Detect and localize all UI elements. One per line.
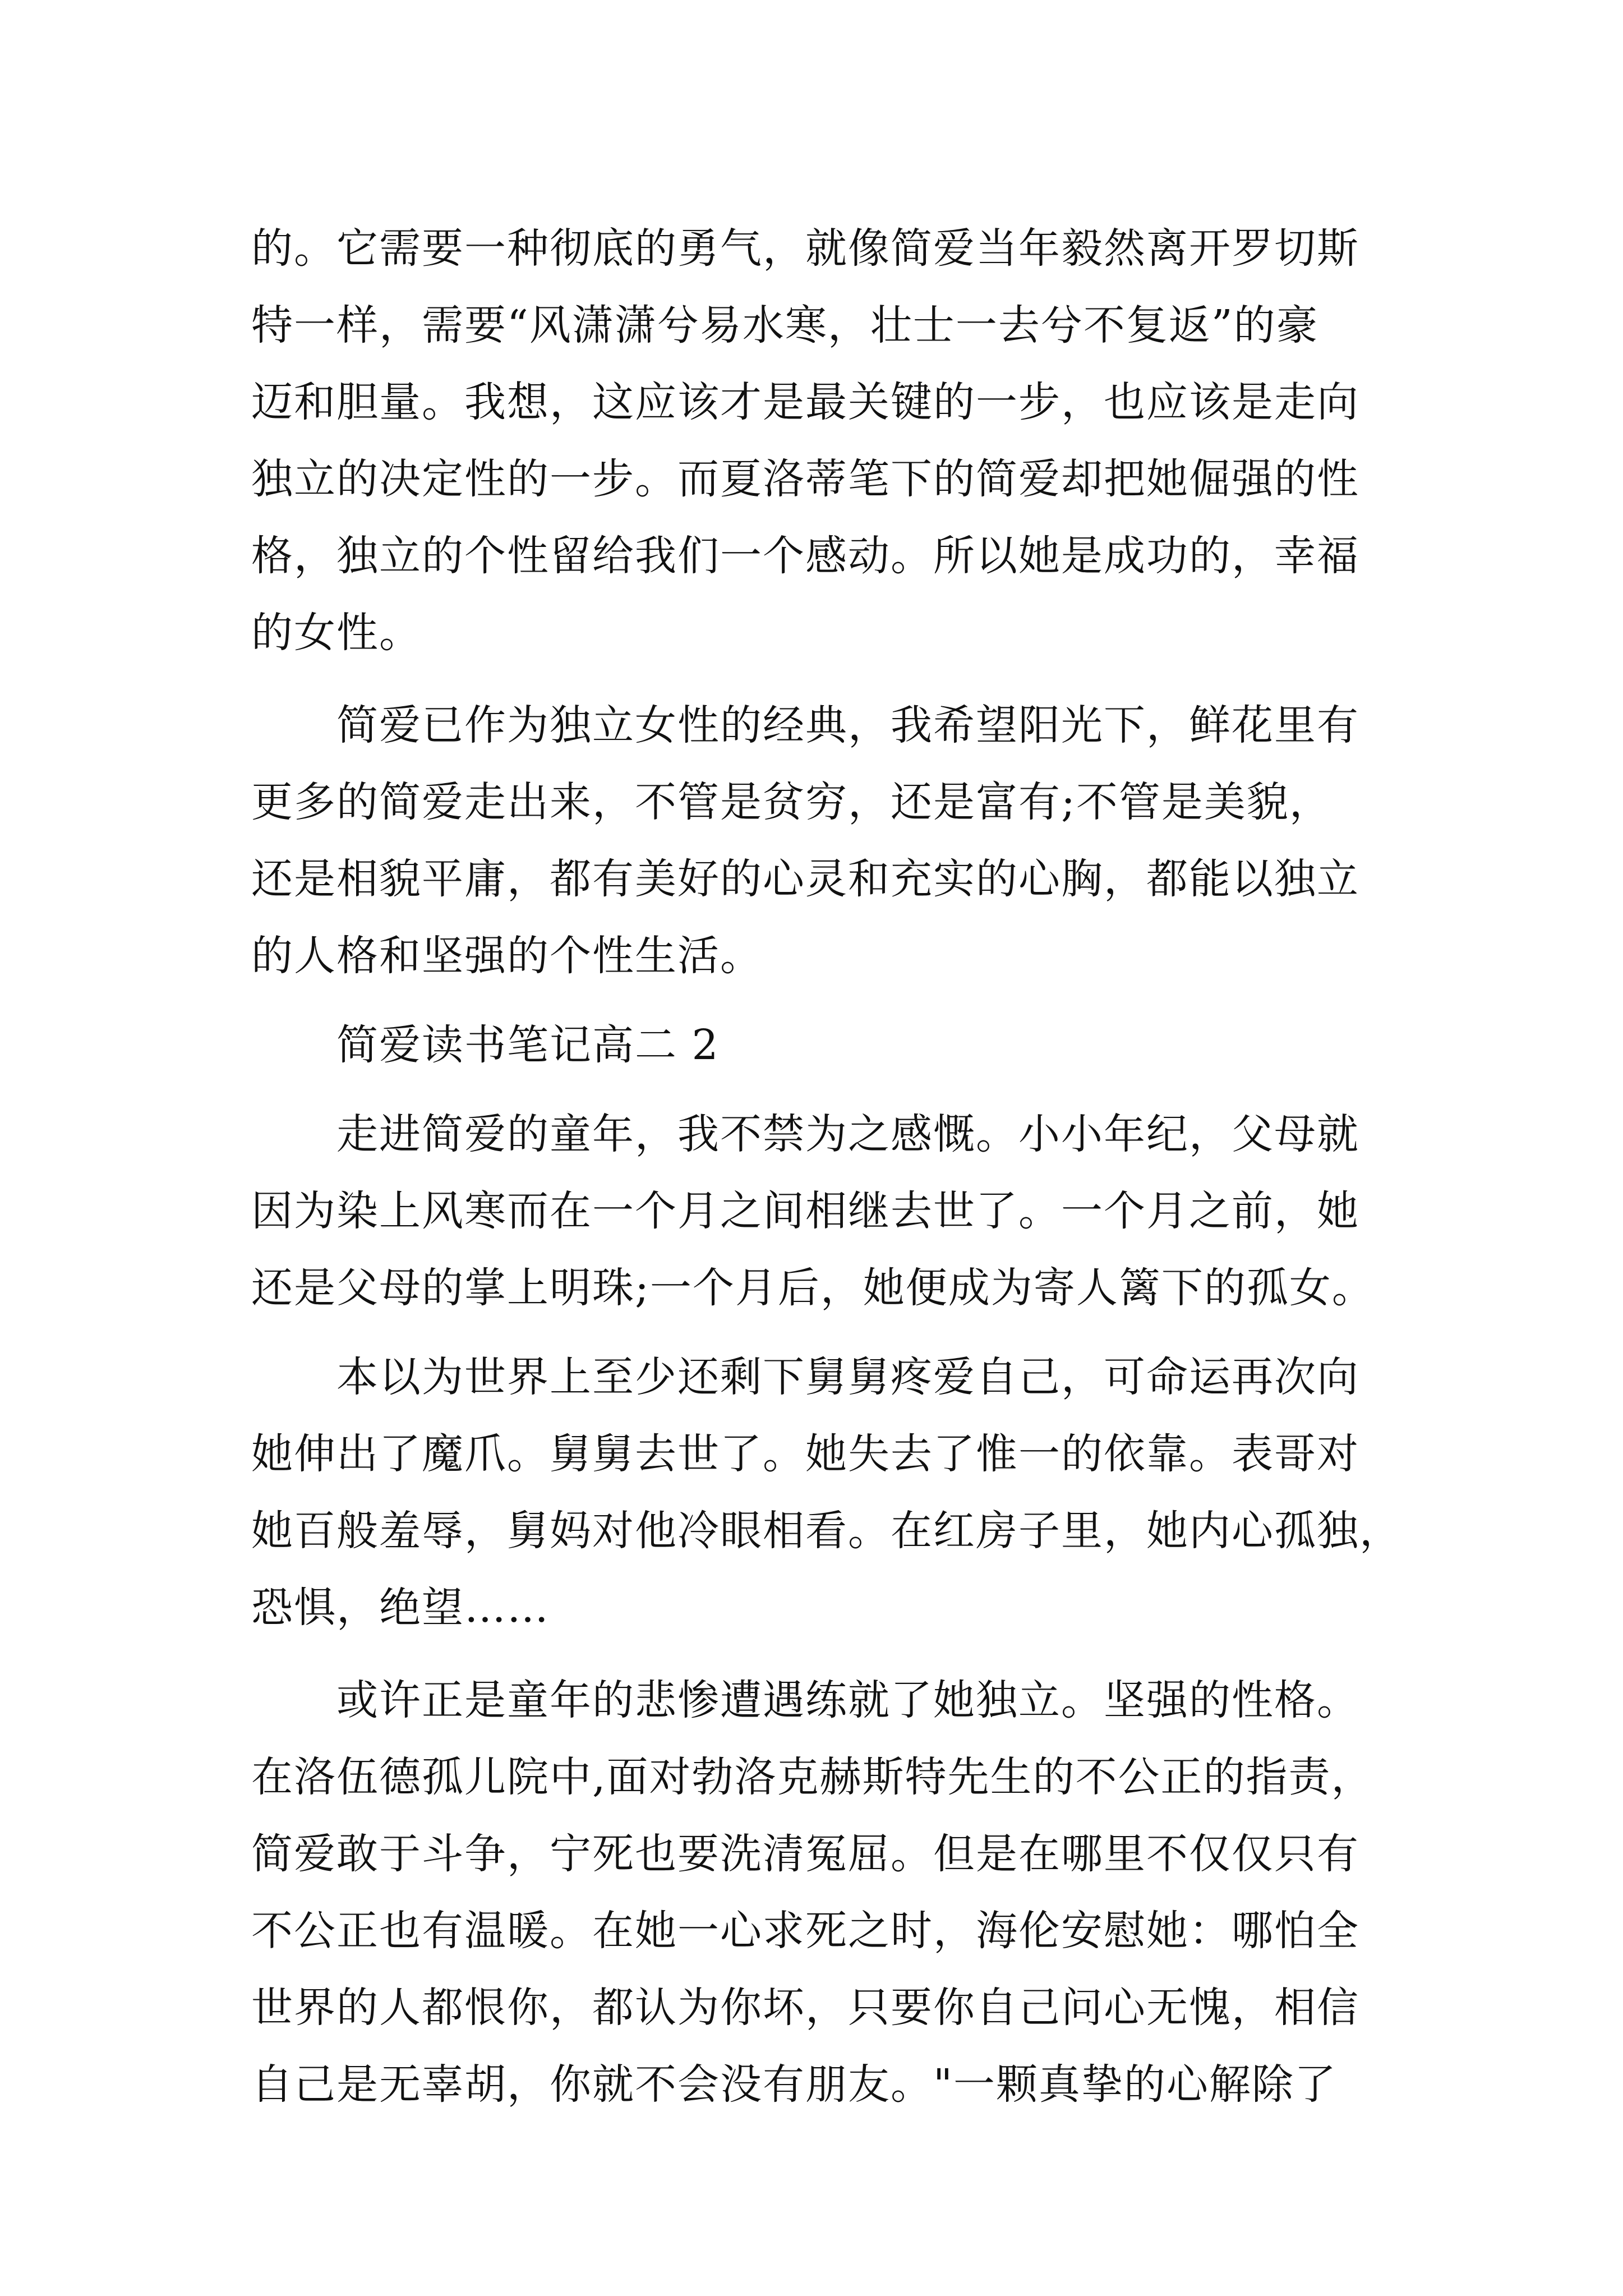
paragraph-first-line: 简爱已作为独立女性的经典，我希望阳光下，鲜花里有 [336, 701, 1359, 749]
text-line: 迈和胆量。我想，这应该才是最关键的一步，也应该是走向 [251, 378, 1359, 426]
document-body [251, 210, 1418, 2123]
text-line: 简爱敢于斗争，宁死也要洗清冤屈。但是在哪里不仅仅只有 [251, 1830, 1359, 1878]
text-line: 更多的简爱走出来，不管是贫穷，还是富有;不管是美貌， [251, 778, 1332, 826]
text-line: 世界的人都恨你，都认为你坏，只要你自己问心无愧，相信 [251, 1984, 1359, 2032]
text-line: 自己是无辜胡，你就不会没有朋友。"一颗真挚的心解除了 [251, 2060, 1338, 2109]
text-line: 还是相貌平庸，都有美好的心灵和充实的心胸，都能以独立 [251, 855, 1359, 903]
text-line: 独立的决定性的一步。而夏洛蒂笔下的简爱却把她倔强的性 [251, 455, 1359, 503]
text-line: 特一样，需要“风潇潇兮易水寒，壮士一去兮不复返”的豪 [251, 301, 1319, 349]
text-line: 因为染上风寒而在一个月之间相继去世了。一个月之前，她 [251, 1187, 1359, 1235]
text-line: 她百般羞辱，舅妈对他冷眼相看。在红房子里，她内心孤独， [251, 1507, 1402, 1555]
section-heading: 简爱读书笔记高二 2 [336, 1021, 720, 1069]
text-line: 格，独立的个性留给我们一个感动。所以她是成功的，幸福 [251, 532, 1359, 580]
text-line: 她伸出了魔爪。舅舅去世了。她失去了惟一的依靠。表哥对 [251, 1430, 1359, 1478]
text-line: 不公正也有温暖。在她一心求死之时，海伦安慰她：哪怕全 [251, 1907, 1359, 1955]
text-line: 恐惧，绝望…… [251, 1584, 550, 1632]
paragraph-first-line: 本以为世界上至少还剩下舅舅疼爱自己，可命运再次向 [336, 1353, 1359, 1401]
text-line: 的女性。 [251, 609, 422, 657]
text-line: 的。它需要一种彻底的勇气，就像简爱当年毅然离开罗切斯 [251, 224, 1359, 273]
paragraph-first-line: 走进简爱的童年，我不禁为之感慨。小小年纪，父母就 [336, 1110, 1359, 1158]
text-line: 的人格和坚强的个性生活。 [251, 932, 763, 980]
text-line: 还是父母的掌上明珠;一个月后，她便成为寄人篱下的孤女。 [251, 1264, 1375, 1312]
text-line: 在洛伍德孤儿院中,面对勃洛克赫斯特先生的不公正的指责， [251, 1753, 1374, 1801]
paragraph-first-line: 或许正是童年的悲惨遭遇练就了她独立。坚强的性格。 [336, 1676, 1359, 1724]
